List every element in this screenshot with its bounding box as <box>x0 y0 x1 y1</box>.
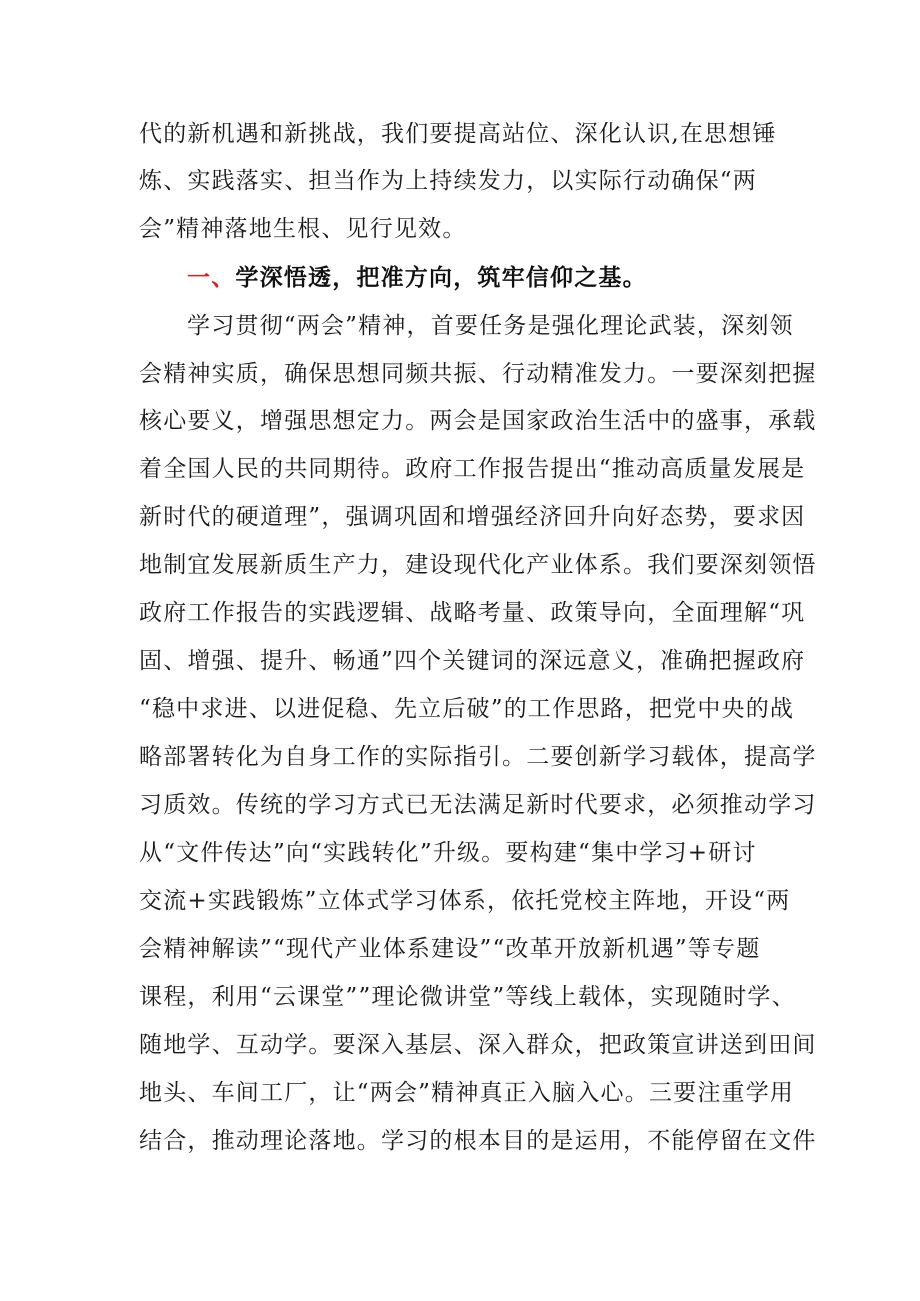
paragraph-line: 着全国人民的共同期待。政府工作报告提出“推动高质量发展是 <box>139 456 806 482</box>
paragraph-line: 略部署转化为自身工作的实际指引。二要创新学习载体，提高学 <box>139 744 817 770</box>
paragraph-line: 学习贯彻“两会”精神，首要任务是强化理论武装，深刻领 <box>187 313 794 339</box>
section-heading-number: 一、 <box>187 264 236 291</box>
paragraph-line: 会精神实质，确保思想同频共振、行动精准发力。一要深刻把握 <box>139 361 817 387</box>
paragraph-line: 固、增强、提升、畅通”四个关键词的深远意义，准确把握政府 <box>139 648 806 674</box>
paragraph-line: 结合，推动理论落地。学习的根本目的是运用，不能停留在文件 <box>139 1128 817 1154</box>
paragraph-line: 地头、车间工厂，让“两会”精神真正入脑入心。三要注重学用 <box>139 1080 795 1106</box>
paragraph-line: 习质效。传统的学习方式已无法满足新时代要求，必须推动学习 <box>139 792 817 818</box>
paragraph-line: 地制宜发展新质生产力，建设现代化产业体系。我们要深刻领悟 <box>139 552 817 578</box>
paragraph-line: “稳中求进、以进促稳、先立后破”的工作思路，把党中央的战 <box>139 696 795 722</box>
paragraph-line: 核心要义，增强思想定力。两会是国家政治生活中的盛事，承载 <box>139 408 817 434</box>
paragraph-line: 新时代的硬道理”，强调巩固和增强经济回升向好态势，要求因 <box>139 504 806 530</box>
paragraph-line: 从“文件传达”向“实践转化”升级。要构建“集中学习+研讨 <box>139 840 757 866</box>
section-heading <box>187 254 799 301</box>
paragraph-line: 代的新机遇和新挑战，我们要提高站位、深化认识,在思想锤 <box>139 121 777 147</box>
paragraph-line: 随地学、互动学。要深入基层、深入群众，把政策宣讲送到田间 <box>139 1032 817 1058</box>
paragraph-line: 交流+实践锻炼”立体式学习体系，依托党校主阵地，开设“两 <box>139 888 791 914</box>
paragraph-line: 炼、实践落实、担当作为上持续发力，以实际行动确保“两 <box>139 168 757 194</box>
paragraph-line: 政府工作报告的实践逻辑、战略考量、政策导向，全面理解“巩 <box>139 600 806 626</box>
paragraph-line: 会精神解读”“现代产业体系建设”“改革开放新机遇”等专题 <box>139 936 761 962</box>
paragraph-line: 课程，利用“云课堂””理论微讲堂”等线上载体，实现随时学、 <box>139 984 796 1010</box>
paragraph-line: 会”精神落地生根、见行见效。 <box>139 216 467 242</box>
section-heading-title: 学深悟透，把准方向，筑牢信仰之基。 <box>235 264 647 291</box>
